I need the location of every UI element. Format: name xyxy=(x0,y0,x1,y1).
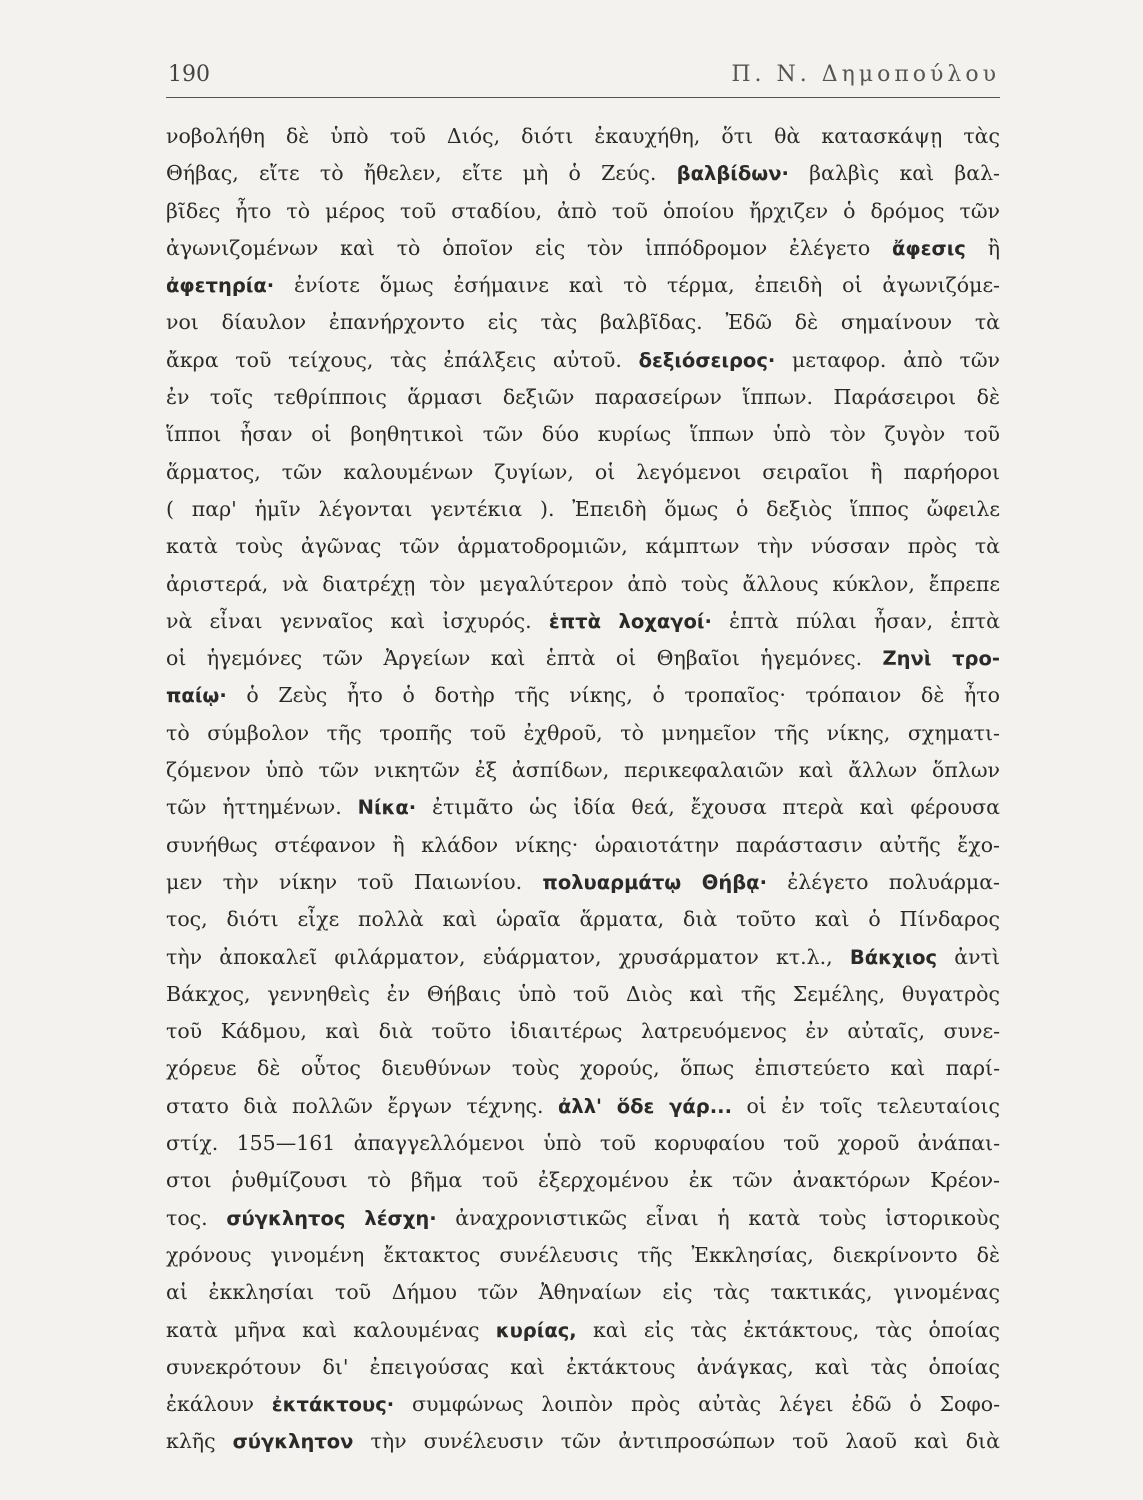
text-line xyxy=(166,1386,1000,1423)
text-run: χρόνους γινομένη ἔκτακτος συνέλευσις τῆς Ἐκκλησίας, διεκρίνοντο δὲ xyxy=(166,1242,1000,1267)
text-run: ἅρματος, τῶν καλουμένων ζυγίων, οἱ λεγόμενοι σειραῖοι ἢ παρήοροι xyxy=(166,459,1000,484)
text-line xyxy=(166,1274,1000,1311)
text-run: νὰ εἶναι γενναῖος καὶ ἰσχυρός. xyxy=(166,608,549,633)
text-run: τὸ σύμβολον τῆς τροπῆς τοῦ ἐχθροῦ, τὸ μνημεῖον τῆς νίκης, σχηματι- xyxy=(166,720,1000,745)
text-run: ἀναχρονιστικῶς εἶναι ἡ κατὰ τοὺς ἱστορικοὺς xyxy=(436,1205,1000,1230)
text-run: συνήθως στέφανον ἢ κλάδον νίκης· ὡραιοτάτην παράστασιν αὐτῆς ἔχο- xyxy=(166,832,1000,857)
text-run: μεταφορ. ἀπὸ τῶν xyxy=(775,347,1000,372)
text-line xyxy=(166,752,1000,789)
lemma-term: ἄφεσις xyxy=(892,236,966,260)
text-run: κλῆς xyxy=(166,1429,233,1454)
text-run: ζόμενον ὑπὸ τῶν νικητῶν ἐξ ἀσπίδων, περικεφαλαιῶν καὶ ἄλλων ὅπλων xyxy=(166,758,1000,783)
text-line xyxy=(166,976,1000,1013)
lemma-term: Νίκα· xyxy=(357,796,417,820)
text-run: στατο διὰ πολλῶν ἔργων τέχνης. xyxy=(166,1093,558,1118)
lemma-term: δεξιόσειρος· xyxy=(638,348,776,372)
text-line xyxy=(166,118,1000,155)
lemma-term: παίῳ· xyxy=(166,684,227,708)
text-run: ἢ xyxy=(965,235,1000,260)
text-run: ἄκρα τοῦ τείχους, τὰς ἐπάλξεις αὐτοῦ. xyxy=(166,347,639,372)
text-run: μεν τὴν νίκην τοῦ Παιωνίου. xyxy=(166,869,543,894)
text-run: συνεκρότουν δι' ἐπειγούσας καὶ ἐκτάκτους ἀνάγκας, καὶ τὰς ὁποίας xyxy=(166,1354,1000,1379)
page-number: 190 xyxy=(168,62,210,87)
text-line xyxy=(166,379,1000,416)
lemma-term: κυρίας, xyxy=(495,1318,577,1342)
text-run: αἱ ἐκκλησίαι τοῦ Δήμου τῶν Ἀθηναίων εἰς τὰς τακτικάς, γινομένας xyxy=(166,1280,1000,1305)
text-run: Βάκχος, γεννηθεὶς ἐν Θήβαις ὑπὸ τοῦ Διὸς καὶ τῆς Σεμέλης, θυγατρὸς xyxy=(166,981,1000,1006)
text-run: ἵπποι ἦσαν οἱ βοηθητικοὶ τῶν δύο κυρίως ἵππων ὑπὸ τὸν ζυγὸν τοῦ xyxy=(166,422,1000,447)
lemma-term: Βάκχιος xyxy=(849,945,938,969)
page-header xyxy=(168,62,1000,98)
text-run: τος. xyxy=(166,1205,227,1230)
text-run: βαλβὶς καὶ βαλ- xyxy=(788,161,1000,186)
text-line xyxy=(166,640,1000,677)
text-line xyxy=(166,1050,1000,1087)
text-run: στοι ῥυθμίζουσι τὸ βῆμα τοῦ ἐξερχομένου ἐκ τῶν ἀνακτόρων Κρέον- xyxy=(166,1168,1000,1193)
text-run: ἐτιμᾶτο ὡς ἰδία θεά, ἔχουσα πτερὰ καὶ φέρουσα xyxy=(416,795,1000,820)
text-run: ἐνίοτε ὅμως ἐσήμαινε καὶ τὸ τέρμα, ἐπειδὴ οἱ ἀγωνιζόμε- xyxy=(274,273,1000,298)
text-line xyxy=(166,1200,1000,1237)
text-line xyxy=(166,416,1000,453)
text-run: ( παρ' ἡμῖν λέγονται γεντέκια ). Ἐπειδὴ ὅμως ὁ δεξιὸς ἵππος ὤφειλε xyxy=(166,496,1000,521)
text-line xyxy=(166,864,1000,901)
text-run: ἐκάλουν xyxy=(166,1392,272,1417)
text-line xyxy=(166,304,1000,341)
text-run: ἐλέγετο πολυάρμα- xyxy=(767,869,1000,894)
text-line xyxy=(166,1237,1000,1274)
text-run: νοβολήθη δὲ ὑπὸ τοῦ Διός, διότι ἐκαυχήθη, ὅτι θὰ κατασκάψῃ τὰς xyxy=(166,124,1000,148)
text-run: κατὰ μῆνα καὶ καλουμένας xyxy=(166,1317,496,1342)
text-line xyxy=(166,1088,1000,1125)
text-run: ἀντὶ xyxy=(937,944,1000,969)
text-run: τος, διότι εἶχε πολλὰ καὶ ὡραῖα ἅρματα, διὰ τοῦτο καὶ ὁ Πίνδαρος xyxy=(166,907,1000,932)
lemma-term: ἐκτάκτους· xyxy=(271,1393,395,1417)
text-line xyxy=(166,715,1000,752)
text-run: συμφώνως λοιπὸν πρὸς αὐτὰς λέγει ἐδῶ ὁ Σοφο- xyxy=(394,1392,1000,1417)
text-line xyxy=(166,566,1000,603)
text-run: βῖδες ἦτο τὸ μέρος τοῦ σταδίου, ἀπὸ τοῦ ὁποίου ἤρχιζεν ὁ δρόμος τῶν xyxy=(166,198,1000,223)
text-line xyxy=(166,1162,1000,1199)
text-run: οἱ ἡγεμόνες τῶν Ἀργείων καὶ ἑπτὰ οἱ Θηβαῖοι ἡγεμόνες. xyxy=(166,646,883,671)
text-run: κατὰ τοὺς ἀγῶνας τῶν ἁρματοδρομιῶν, κάμπτων τὴν νύσσαν πρὸς τὰ xyxy=(166,534,1000,559)
text-run: ἀγωνιζομένων καὶ τὸ ὁποῖον εἰς τὸν ἱππόδρομον ἐλέγετο xyxy=(166,235,893,260)
lemma-term: ἀφετηρία· xyxy=(166,274,275,298)
running-head: Π. Ν. Δημοπούλου xyxy=(731,62,1000,87)
text-run: τὴν συνέλευσιν τῶν ἀντιπροσώπων τοῦ λαοῦ καὶ διὰ xyxy=(353,1429,1000,1454)
text-line xyxy=(166,491,1000,528)
lemma-term: ἑπτὰ λοχαγοί· xyxy=(548,609,712,633)
lemma-term: σύγκλητος λέσχη· xyxy=(226,1206,437,1230)
text-line xyxy=(166,677,1000,714)
text-line xyxy=(166,789,1000,826)
text-line xyxy=(166,827,1000,864)
text-run: νοι δίαυλον ἐπανήρχοντο εἰς τὰς βαλβῖδας. Ἐδῶ δὲ σημαίνουν τὰ xyxy=(166,310,1000,335)
text-line xyxy=(166,454,1000,491)
text-line xyxy=(166,1349,1000,1386)
text-line xyxy=(166,1423,1000,1460)
lemma-term: Ζηνὶ τρο- xyxy=(882,647,1000,671)
text-run: ἐν τοῖς τεθρίπποις ἅρμασι δεξιῶν παρασείρων ἵππων. Παράσειροι δὲ xyxy=(166,385,1000,410)
lemma-term: ἀλλ' ὅδε γάρ... xyxy=(557,1094,732,1118)
text-run: τῶν ἡττημένων. xyxy=(166,795,358,820)
lemma-term: βαλβίδων· xyxy=(676,162,789,186)
text-line xyxy=(166,193,1000,230)
text-line xyxy=(166,528,1000,565)
lemma-term: πολυαρμάτῳ Θήβᾳ· xyxy=(542,870,767,894)
text-line xyxy=(166,342,1000,379)
text-line xyxy=(166,901,1000,938)
text-run: στίχ. 155—161 ἀπαγγελλόμενοι ὑπὸ τοῦ κορυφαίου τοῦ χοροῦ ἀνάπαι- xyxy=(166,1131,1000,1156)
text-line xyxy=(166,1013,1000,1050)
text-run: Θήβας, εἴτε τὸ ἤθελεν, εἴτε μὴ ὁ Ζεύς. xyxy=(166,161,677,186)
text-line xyxy=(166,939,1000,976)
text-line xyxy=(166,267,1000,304)
text-run: τὴν ἀποκαλεῖ φιλάρματον, εὐάρματον, χρυσάρματον κτ.λ., xyxy=(166,944,850,969)
header-rule xyxy=(166,97,1000,98)
text-run: χόρευε δὲ οὗτος διευθύνων τοὺς χορούς, ὅπως ἐπιστεύετο καὶ παρί- xyxy=(166,1056,1000,1081)
commentary-text xyxy=(166,118,1000,1461)
text-run: ἀριστερά, νὰ διατρέχῃ τὸν μεγαλύτερον ἀπὸ τοὺς ἄλλους κύκλον, ἔπρεπε xyxy=(166,571,1000,596)
text-line xyxy=(166,603,1000,640)
lemma-term: σύγκλητον xyxy=(232,1430,354,1454)
text-line xyxy=(166,1312,1000,1349)
text-line xyxy=(166,155,1000,192)
text-run: ἑπτὰ πύλαι ἦσαν, ἑπτὰ xyxy=(711,608,1000,633)
text-run: τοῦ Κάδμου, καὶ διὰ τοῦτο ἰδιαιτέρως λατρευόμενος ἐν αὐταῖς, συνε- xyxy=(166,1019,1000,1044)
text-run: ὁ Ζεὺς ἦτο ὁ δοτὴρ τῆς νίκης, ὁ τροπαῖος· τρόπαιον δὲ ἦτο xyxy=(226,683,1000,708)
text-run: καὶ εἰς τὰς ἐκτάκτους, τὰς ὁποίας xyxy=(576,1317,1000,1342)
text-line xyxy=(166,1125,1000,1162)
text-run: οἱ ἐν τοῖς τελευταίοις xyxy=(732,1093,1000,1118)
text-line xyxy=(166,230,1000,267)
